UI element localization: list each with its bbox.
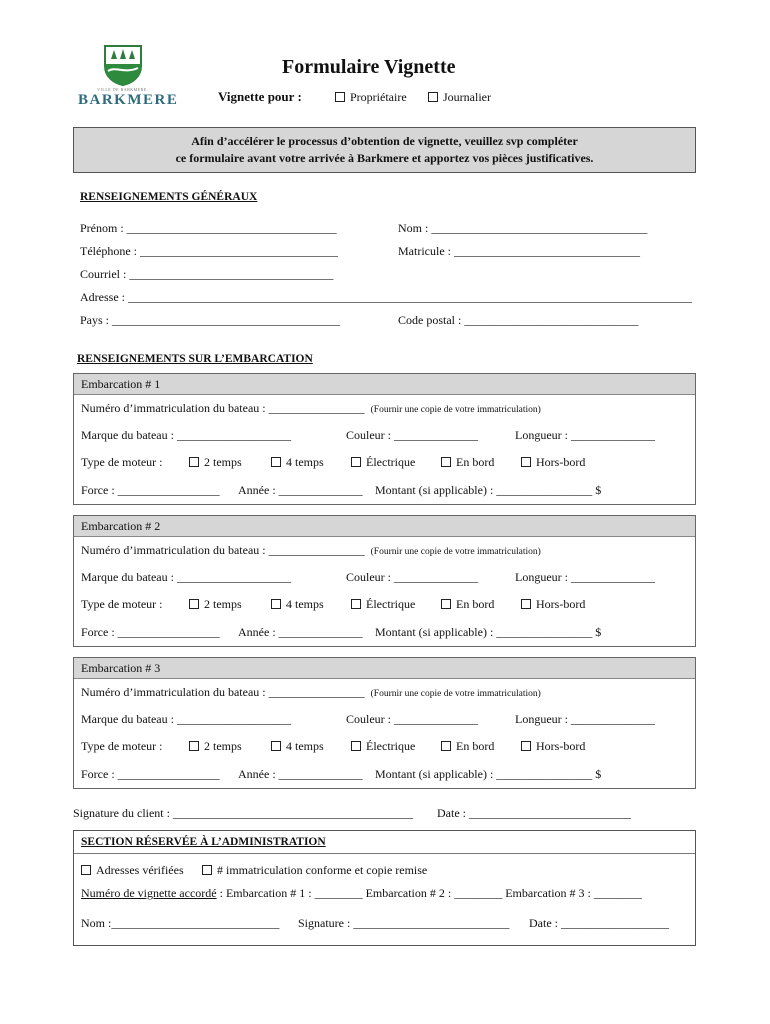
daily-checkbox[interactable] [428,92,438,102]
checkbox[interactable] [189,741,199,751]
checkbox[interactable] [271,457,281,467]
moteur-electrique[interactable]: Électrique [351,455,415,470]
logo-subtitle: VILLE DE BARKMERE [97,87,147,92]
courriel-field[interactable]: Courriel : __________________________________ [80,267,334,281]
moteur-2temps[interactable]: 2 temps [189,455,242,470]
couleur-field[interactable]: Couleur : ______________ [346,712,478,726]
montant-field[interactable]: Montant (si applicable) : ________________ $ [375,625,602,639]
boat-panel-3 [73,657,696,789]
checkbox[interactable] [521,457,531,467]
client-date-field[interactable]: Date : ___________________________ [437,806,631,820]
immat-note: (Fournir une copie de votre immatriculation) [370,405,541,415]
moteur-electrique[interactable]: Électrique [351,597,415,612]
admin-section [73,830,696,946]
checkbox[interactable] [351,741,361,751]
moteur-en-bord[interactable]: En bord [441,455,494,470]
checkbox[interactable] [271,741,281,751]
annee-field[interactable]: Année : ______________ [238,483,363,497]
matricule-field[interactable]: Matricule : _______________________________ [398,244,640,258]
checkbox[interactable] [81,865,91,875]
marque-field[interactable]: Marque du bateau : ___________________ [81,712,291,726]
moteur-4temps[interactable]: 4 temps [271,739,324,754]
nom-field[interactable]: Nom : ____________________________________ [398,221,648,235]
marque-field[interactable]: Marque du bateau : ___________________ [81,428,291,442]
force-field[interactable]: Force : _________________ [81,625,220,639]
force-field[interactable]: Force : _________________ [81,483,220,497]
vignette-label: Numéro de vignette accordé [81,886,217,900]
immat-field[interactable]: Numéro d’immatriculation du bateau : ________________ (Fournir une copie de votre immatriculation) [81,543,541,557]
montant-field[interactable]: Montant (si applicable) : ________________ $ [375,483,602,497]
checkbox[interactable] [189,457,199,467]
annee-field[interactable]: Année : ______________ [238,625,363,639]
adresses-verifiees[interactable]: Adresses vérifiées [81,863,184,878]
moteur-hors-bord[interactable]: Hors-bord [521,597,585,612]
moteur-en-bord[interactable]: En bord [441,739,494,754]
checkbox[interactable] [351,457,361,467]
pays-field[interactable]: Pays : ______________________________________ [80,313,341,327]
moteur-hors-bord[interactable]: Hors-bord [521,739,585,754]
moteur-2temps[interactable]: 2 temps [189,597,242,612]
checkbox[interactable] [441,457,451,467]
boat-panel-header: Embarcation # 1 [74,374,695,395]
vignette-label: Vignette pour : [218,89,302,104]
moteur-label: Type de moteur : [81,455,163,469]
checkbox[interactable] [189,599,199,609]
admin-nom-field[interactable]: Nom :____________________________ [81,916,280,930]
owner-checkbox[interactable] [335,92,345,102]
boat-panel-header: Embarcation # 2 [74,516,695,537]
admin-section-title: SECTION RÉSERVÉE À L’ADMINISTRATION [74,831,695,854]
longueur-field[interactable]: Longueur : ______________ [515,712,655,726]
barkmere-logo [78,44,179,110]
boat-section-title: RENSEIGNEMENTS SUR L’EMBARCATION [77,353,313,365]
adresse-field[interactable]: Adresse : ______________________________________________________________________________________________ [80,290,692,304]
checkbox[interactable] [351,599,361,609]
couleur-field[interactable]: Couleur : ______________ [346,570,478,584]
code-postal-field[interactable]: Code postal : _____________________________ [398,313,639,327]
checkbox[interactable] [441,741,451,751]
general-section-title: RENSEIGNEMENTS GÉNÉRAUX [80,191,258,203]
client-signature-field[interactable]: Signature du client : ________________________________________ [73,806,413,820]
logo-brand: BARKMERE [78,92,179,108]
montant-field[interactable]: Montant (si applicable) : ________________ $ [375,767,602,781]
moteur-label: Type de moteur : [81,597,163,611]
longueur-field[interactable]: Longueur : ______________ [515,428,655,442]
moteur-2temps[interactable]: 2 temps [189,739,242,754]
checkbox[interactable] [271,599,281,609]
force-field[interactable]: Force : _________________ [81,767,220,781]
moteur-electrique[interactable]: Électrique [351,739,415,754]
immat-note: (Fournir une copie de votre immatriculation) [370,547,541,557]
moteur-4temps[interactable]: 4 temps [271,455,324,470]
telephone-field[interactable]: Téléphone : _________________________________ [80,244,338,258]
immat-conforme[interactable]: # immatriculation conforme et copie remise [202,863,427,878]
immat-field[interactable]: Numéro d’immatriculation du bateau : ________________ (Fournir une copie de votre immatriculation) [81,401,541,415]
boat-panel-1 [73,373,696,505]
checkbox[interactable] [202,865,212,875]
option-daily[interactable]: Journalier [428,90,491,105]
marque-field[interactable]: Marque du bateau : ___________________ [81,570,291,584]
checkbox[interactable] [441,599,451,609]
moteur-4temps[interactable]: 4 temps [271,597,324,612]
moteur-hors-bord[interactable]: Hors-bord [521,455,585,470]
checkbox[interactable] [521,741,531,751]
immat-note: (Fournir une copie de votre immatriculation) [370,689,541,699]
immat-field[interactable]: Numéro d’immatriculation du bateau : ________________ (Fournir une copie de votre immatriculation) [81,685,541,699]
boat-panel-header: Embarcation # 3 [74,658,695,679]
couleur-field[interactable]: Couleur : ______________ [346,428,478,442]
moteur-label: Type de moteur : [81,739,163,753]
option-owner[interactable]: Propriétaire [335,90,407,105]
admin-date-field[interactable]: Date : __________________ [529,916,669,930]
longueur-field[interactable]: Longueur : ______________ [515,570,655,584]
admin-signature-field[interactable]: Signature : __________________________ [298,916,510,930]
checkbox[interactable] [521,599,531,609]
boat-panel-2 [73,515,696,647]
vignette-numbers[interactable]: Numéro de vignette accordé : Embarcation # 1 : ________ Embarcation # 2 : ________ Embarcation # 3 : ________ [81,886,642,900]
prenom-field[interactable]: Prénom : ___________________________________ [80,221,337,235]
annee-field[interactable]: Année : ______________ [238,767,363,781]
moteur-en-bord[interactable]: En bord [441,597,494,612]
instructions-notice: Afin d’accélérer le processus d’obtention de vignette, veuillez svp compléter ce formulaire avant votre arrivée à Barkmere et apportez vos pièces justificatives. [73,127,696,173]
coat-of-arms-icon [102,44,144,86]
page-title: Formulaire Vignette [282,56,456,78]
